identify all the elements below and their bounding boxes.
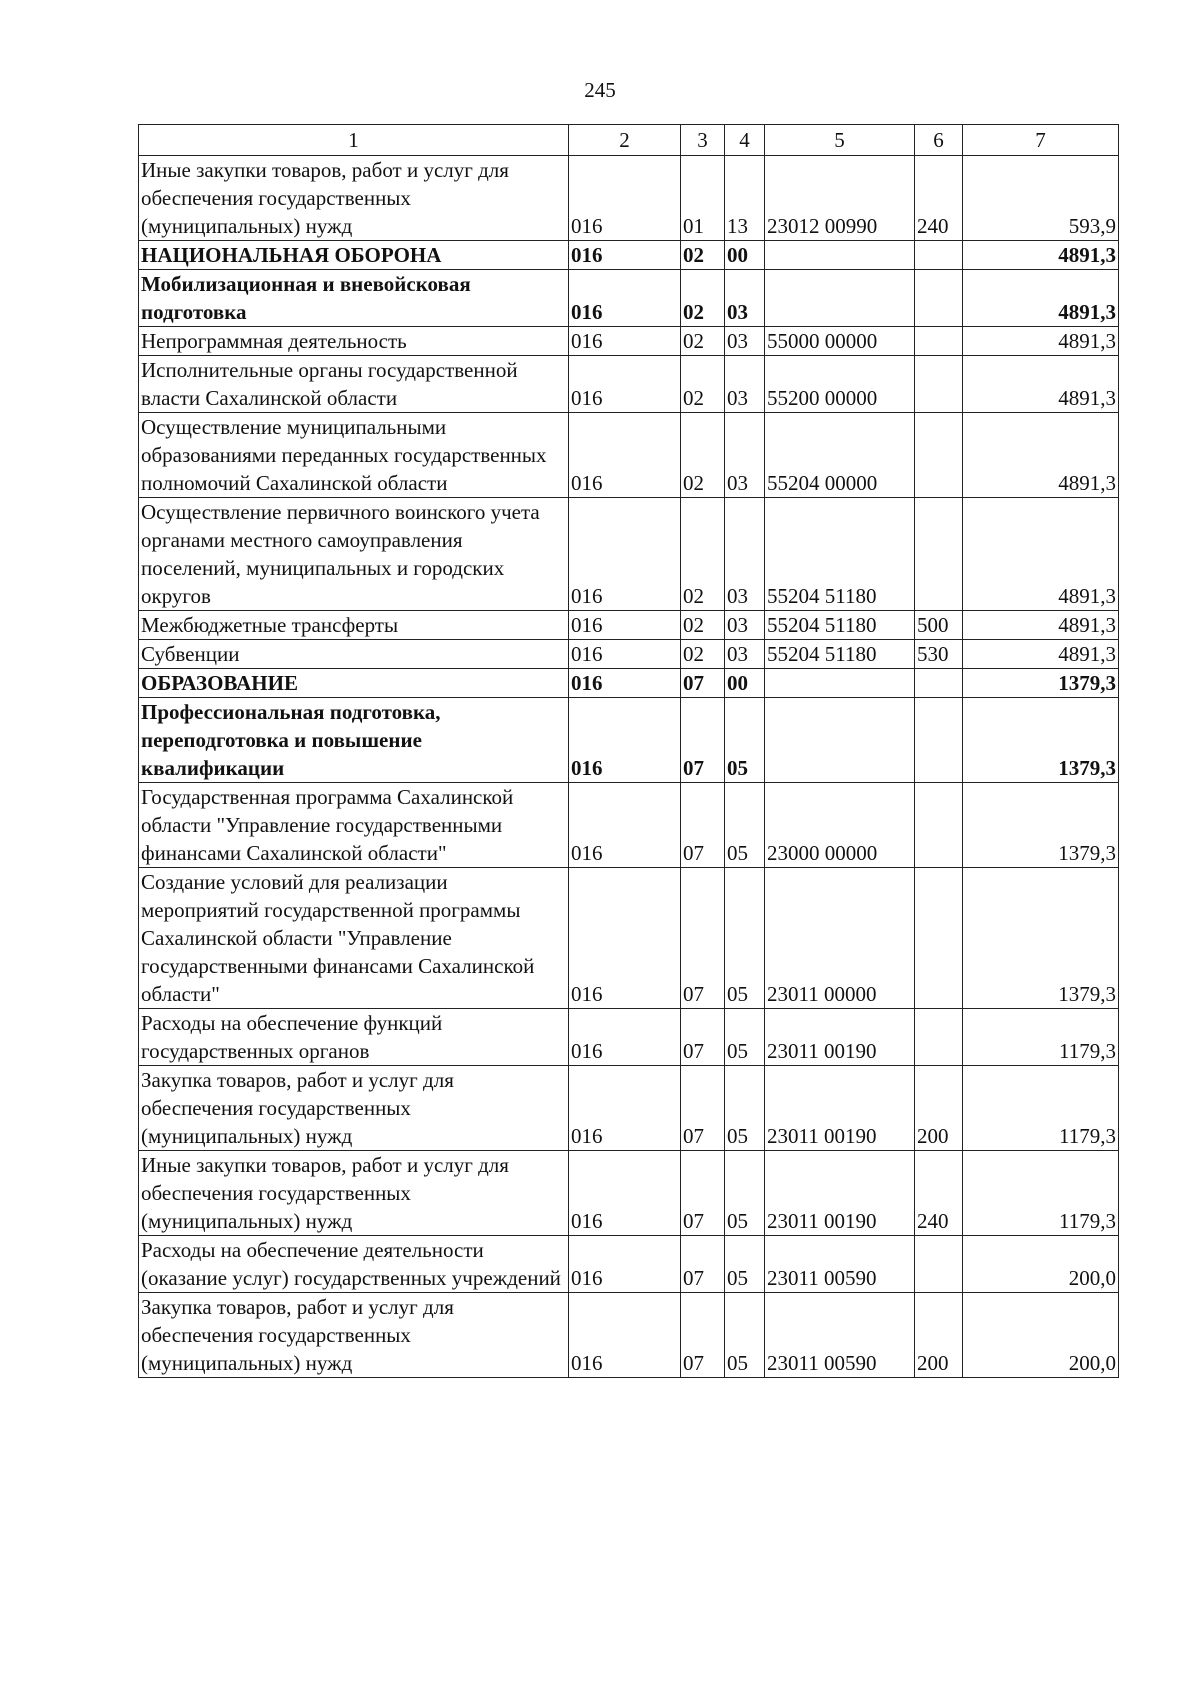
table-row	[139, 270, 1119, 327]
subsection-code-cell: 05	[725, 1009, 765, 1066]
amount-cell: 593,9	[963, 156, 1119, 241]
expense-type-code-cell	[915, 327, 963, 356]
amount-cell: 4891,3	[963, 498, 1119, 611]
subsection-code-cell: 05	[725, 1151, 765, 1236]
expense-name-cell: Создание условий для реализации мероприятий государственной программы Сахалинской области "Управление государственными финансами Сахалинской области"	[139, 868, 569, 1009]
amount-cell: 4891,3	[963, 270, 1119, 327]
ministry-code-cell: 016	[569, 270, 681, 327]
expense-type-code-cell	[915, 498, 963, 611]
expense-name-cell: Иные закупки товаров, работ и услуг для обеспечения государственных (муниципальных) нужд	[139, 1151, 569, 1236]
expense-name-cell: Расходы на обеспечение функций государственных органов	[139, 1009, 569, 1066]
header-col-5: 5	[765, 125, 915, 156]
amount-cell: 1379,3	[963, 868, 1119, 1009]
amount-cell: 4891,3	[963, 356, 1119, 413]
expense-type-code-cell	[915, 356, 963, 413]
ministry-code-cell: 016	[569, 868, 681, 1009]
subsection-code-cell: 05	[725, 1236, 765, 1293]
section-code-cell: 02	[681, 241, 725, 270]
ministry-code-cell: 016	[569, 498, 681, 611]
subsection-code-cell: 03	[725, 327, 765, 356]
table-row	[139, 1151, 1119, 1236]
target-article-code-cell	[765, 241, 915, 270]
expense-name-cell: Осуществление муниципальными образованиями переданных государственных полномочий Сахалинской области	[139, 413, 569, 498]
subsection-code-cell: 00	[725, 241, 765, 270]
ministry-code-cell: 016	[569, 783, 681, 868]
ministry-code-cell: 016	[569, 640, 681, 669]
header-col-6: 6	[915, 125, 963, 156]
expense-type-code-cell	[915, 413, 963, 498]
target-article-code-cell: 55204 51180	[765, 611, 915, 640]
amount-cell: 1379,3	[963, 669, 1119, 698]
section-code-cell: 07	[681, 669, 725, 698]
section-code-cell: 02	[681, 640, 725, 669]
expense-name-cell: Закупка товаров, работ и услуг для обеспечения государственных (муниципальных) нужд	[139, 1066, 569, 1151]
subsection-code-cell: 03	[725, 498, 765, 611]
expense-name-cell: Непрограммная деятельность	[139, 327, 569, 356]
section-code-cell: 02	[681, 270, 725, 327]
expense-name-cell: Осуществление первичного воинского учета органами местного самоуправления поселений, муниципальных и городских округов	[139, 498, 569, 611]
expense-type-code-cell: 530	[915, 640, 963, 669]
ministry-code-cell: 016	[569, 241, 681, 270]
ministry-code-cell: 016	[569, 356, 681, 413]
table-row	[139, 698, 1119, 783]
expense-name-cell: Межбюджетные трансферты	[139, 611, 569, 640]
table-row	[139, 413, 1119, 498]
expense-name-cell: НАЦИОНАЛЬНАЯ ОБОРОНА	[139, 241, 569, 270]
header-col-3: 3	[681, 125, 725, 156]
expense-name-cell: ОБРАЗОВАНИЕ	[139, 669, 569, 698]
subsection-code-cell: 13	[725, 156, 765, 241]
ministry-code-cell: 016	[569, 1293, 681, 1378]
target-article-code-cell: 23012 00990	[765, 156, 915, 241]
section-code-cell: 07	[681, 698, 725, 783]
table-row	[139, 156, 1119, 241]
table-row	[139, 1293, 1119, 1378]
table-row	[139, 669, 1119, 698]
table-row	[139, 1009, 1119, 1066]
expense-type-code-cell: 200	[915, 1293, 963, 1378]
amount-cell: 4891,3	[963, 413, 1119, 498]
section-code-cell: 07	[681, 783, 725, 868]
ministry-code-cell: 016	[569, 611, 681, 640]
header-row	[139, 125, 1119, 156]
target-article-code-cell: 55204 51180	[765, 640, 915, 669]
amount-cell: 4891,3	[963, 640, 1119, 669]
header-col-4: 4	[725, 125, 765, 156]
amount-cell: 1179,3	[963, 1066, 1119, 1151]
expense-type-code-cell	[915, 1009, 963, 1066]
amount-cell: 1379,3	[963, 783, 1119, 868]
table-row	[139, 327, 1119, 356]
ministry-code-cell: 016	[569, 698, 681, 783]
target-article-code-cell: 23000 00000	[765, 783, 915, 868]
expense-name-cell: Закупка товаров, работ и услуг для обеспечения государственных (муниципальных) нужд	[139, 1293, 569, 1378]
expense-type-code-cell: 200	[915, 1066, 963, 1151]
section-code-cell: 01	[681, 156, 725, 241]
subsection-code-cell: 00	[725, 669, 765, 698]
table-body	[139, 156, 1119, 1378]
expense-type-code-cell	[915, 1236, 963, 1293]
expense-name-cell: Иные закупки товаров, работ и услуг для обеспечения государственных (муниципальных) нужд	[139, 156, 569, 241]
target-article-code-cell: 55200 00000	[765, 356, 915, 413]
target-article-code-cell: 23011 00590	[765, 1293, 915, 1378]
ministry-code-cell: 016	[569, 156, 681, 241]
expense-type-code-cell: 500	[915, 611, 963, 640]
amount-cell: 1379,3	[963, 698, 1119, 783]
expense-type-code-cell	[915, 698, 963, 783]
header-col-2: 2	[569, 125, 681, 156]
target-article-code-cell: 23011 00590	[765, 1236, 915, 1293]
ministry-code-cell: 016	[569, 1066, 681, 1151]
subsection-code-cell: 03	[725, 356, 765, 413]
ministry-code-cell: 016	[569, 1151, 681, 1236]
subsection-code-cell: 03	[725, 611, 765, 640]
expense-type-code-cell	[915, 241, 963, 270]
subsection-code-cell: 03	[725, 640, 765, 669]
target-article-code-cell: 55204 51180	[765, 498, 915, 611]
expense-name-cell: Профессиональная подготовка, переподготовка и повышение квалификации	[139, 698, 569, 783]
subsection-code-cell: 05	[725, 1293, 765, 1378]
subsection-code-cell: 05	[725, 698, 765, 783]
target-article-code-cell: 23011 00190	[765, 1009, 915, 1066]
expense-name-cell: Субвенции	[139, 640, 569, 669]
section-code-cell: 07	[681, 1151, 725, 1236]
target-article-code-cell: 23011 00000	[765, 868, 915, 1009]
target-article-code-cell: 55204 00000	[765, 413, 915, 498]
target-article-code-cell: 23011 00190	[765, 1066, 915, 1151]
table-row	[139, 1066, 1119, 1151]
amount-cell: 1179,3	[963, 1009, 1119, 1066]
amount-cell: 200,0	[963, 1293, 1119, 1378]
expense-name-cell: Исполнительные органы государственной власти Сахалинской области	[139, 356, 569, 413]
section-code-cell: 07	[681, 1236, 725, 1293]
expense-name-cell: Государственная программа Сахалинской области "Управление государственными финансами Сахалинской области"	[139, 783, 569, 868]
section-code-cell: 07	[681, 868, 725, 1009]
table-row	[139, 640, 1119, 669]
table-row	[139, 868, 1119, 1009]
header-col-1: 1	[139, 125, 569, 156]
section-code-cell: 07	[681, 1293, 725, 1378]
page-number: 245	[584, 78, 616, 102]
amount-cell: 4891,3	[963, 241, 1119, 270]
table-row	[139, 241, 1119, 270]
expense-type-code-cell: 240	[915, 1151, 963, 1236]
section-code-cell: 02	[681, 498, 725, 611]
amount-cell: 200,0	[963, 1236, 1119, 1293]
section-code-cell: 02	[681, 611, 725, 640]
section-code-cell: 07	[681, 1066, 725, 1151]
subsection-code-cell: 05	[725, 868, 765, 1009]
target-article-code-cell	[765, 698, 915, 783]
ministry-code-cell: 016	[569, 413, 681, 498]
amount-cell: 4891,3	[963, 611, 1119, 640]
section-code-cell: 02	[681, 327, 725, 356]
budget-table	[138, 124, 1119, 1378]
subsection-code-cell: 03	[725, 270, 765, 327]
ministry-code-cell: 016	[569, 1009, 681, 1066]
table-row	[139, 611, 1119, 640]
subsection-code-cell: 03	[725, 413, 765, 498]
expense-name-cell: Мобилизационная и вневойсковая подготовка	[139, 270, 569, 327]
target-article-code-cell	[765, 669, 915, 698]
expense-type-code-cell	[915, 270, 963, 327]
ministry-code-cell: 016	[569, 1236, 681, 1293]
section-code-cell: 02	[681, 356, 725, 413]
table-row	[139, 498, 1119, 611]
subsection-code-cell: 05	[725, 1066, 765, 1151]
expense-name-cell: Расходы на обеспечение деятельности (оказание услуг) государственных учреждений	[139, 1236, 569, 1293]
expense-type-code-cell: 240	[915, 156, 963, 241]
target-article-code-cell: 55000 00000	[765, 327, 915, 356]
section-code-cell: 02	[681, 413, 725, 498]
ministry-code-cell: 016	[569, 669, 681, 698]
amount-cell: 1179,3	[963, 1151, 1119, 1236]
expense-type-code-cell	[915, 783, 963, 868]
target-article-code-cell: 23011 00190	[765, 1151, 915, 1236]
target-article-code-cell	[765, 270, 915, 327]
table-row	[139, 356, 1119, 413]
expense-type-code-cell	[915, 868, 963, 1009]
subsection-code-cell: 05	[725, 783, 765, 868]
header-col-7: 7	[963, 125, 1119, 156]
table-row	[139, 1236, 1119, 1293]
ministry-code-cell: 016	[569, 327, 681, 356]
section-code-cell: 07	[681, 1009, 725, 1066]
expense-type-code-cell	[915, 669, 963, 698]
table-row	[139, 783, 1119, 868]
amount-cell: 4891,3	[963, 327, 1119, 356]
